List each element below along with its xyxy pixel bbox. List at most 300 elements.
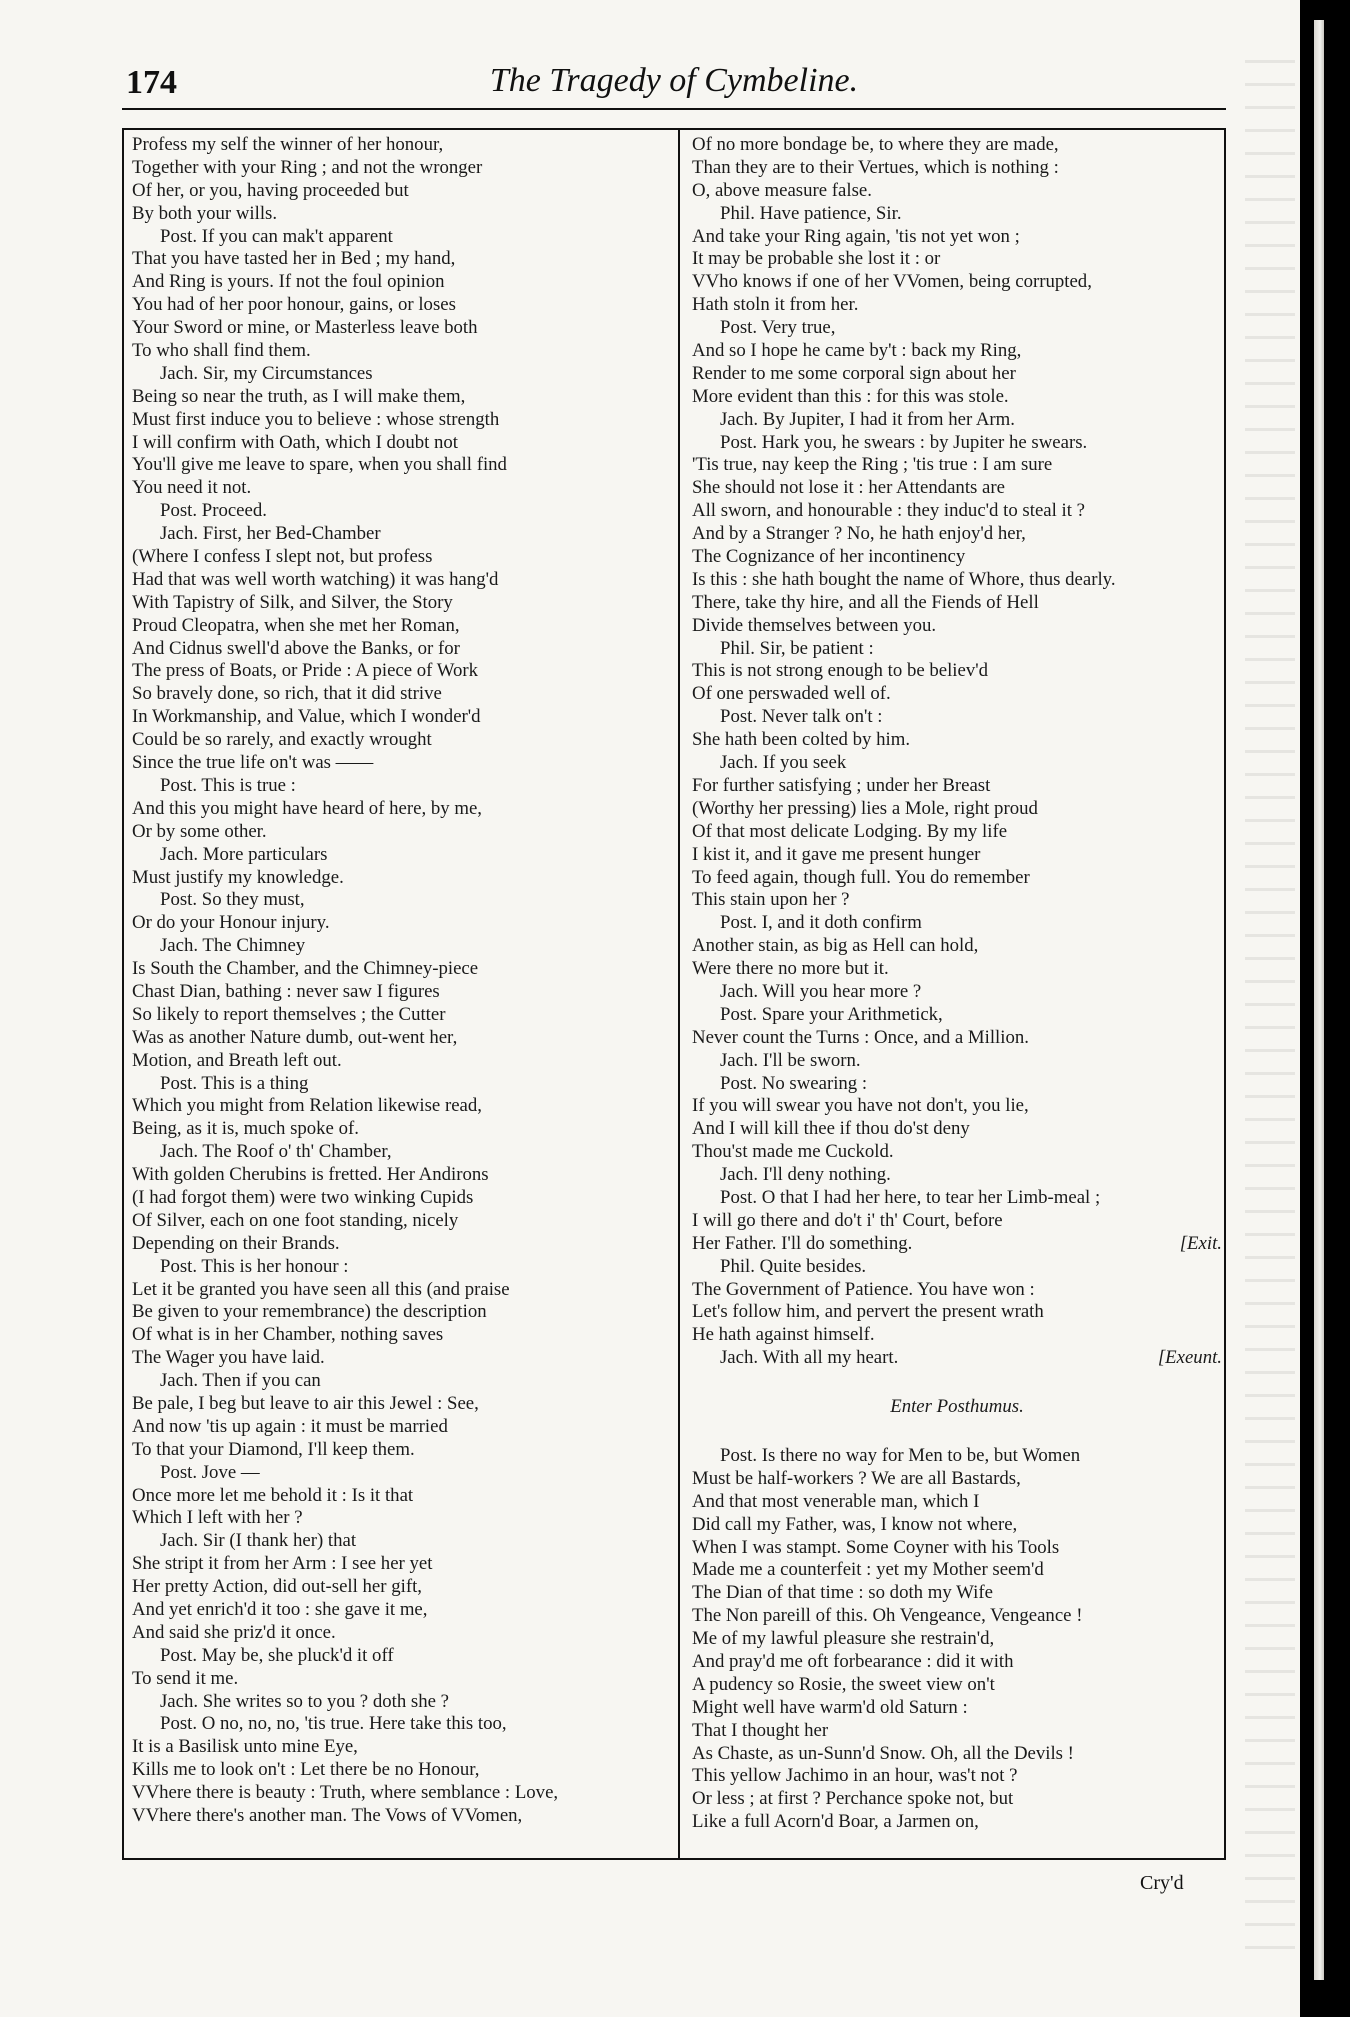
text-line — [132, 569, 672, 592]
text-line — [132, 363, 672, 386]
text-line — [692, 1301, 1222, 1324]
line-text: Jach. Sir (I thank her) that — [160, 1530, 357, 1552]
line-text: Made me a counterfeit : yet my Mother seem'd — [692, 1559, 1044, 1581]
text-line — [692, 134, 1222, 157]
page-header — [122, 58, 1226, 108]
line-text: Phil. Have patience, Sir. — [720, 202, 902, 224]
text-line — [692, 1628, 1222, 1651]
line-text: Let's follow him, and pervert the present wrath — [692, 1301, 1044, 1323]
line-text: I will go there and do't i' th' Court, before — [692, 1209, 1003, 1231]
text-line — [692, 592, 1222, 615]
text-line — [692, 706, 1222, 729]
text-line — [692, 1347, 1222, 1370]
line-text: The Wager you have laid. — [132, 1347, 325, 1369]
text-line — [692, 1788, 1222, 1811]
text-line — [132, 1599, 672, 1622]
line-text: (Where I confess I slept not, but profess — [132, 546, 433, 568]
text-line — [692, 1491, 1222, 1514]
text-line — [132, 454, 672, 477]
line-text: Post. Spare your Arithmetick, — [720, 1003, 943, 1025]
line-text: In Workmanship, and Value, which I wonder'd — [132, 706, 481, 728]
text-line — [132, 1324, 672, 1347]
line-text: When I was stampt. Some Coyner with his Tools — [692, 1536, 1060, 1558]
line-text: Like a full Acorn'd Boar, a Jarmen on, — [692, 1811, 979, 1833]
text-line — [132, 592, 672, 615]
line-text: Was as another Nature dumb, out-went her, — [132, 1026, 458, 1048]
text-line — [132, 1301, 672, 1324]
text-line — [692, 1514, 1222, 1537]
line-text: Profess my self the winner of her honour, — [132, 134, 444, 155]
line-text: Kills me to look on't : Let there be no Honour, — [132, 1759, 480, 1781]
left-column — [132, 134, 672, 1828]
text-line — [692, 1187, 1222, 1210]
text-line — [132, 1782, 672, 1805]
line-text: Than they are to their Vertues, which is nothing : — [692, 156, 1059, 178]
text-line — [692, 477, 1222, 500]
text-line — [132, 1073, 672, 1096]
line-text: She hath been colted by him. — [692, 729, 911, 751]
line-text: Had that was well worth watching) it was hang'd — [132, 568, 499, 590]
line-text: The press of Boats, or Pride : A piece of Work — [132, 660, 479, 682]
text-line — [692, 569, 1222, 592]
text-line — [692, 180, 1222, 203]
bleed-through — [1245, 60, 1295, 1960]
line-text: Jach. Then if you can — [160, 1370, 321, 1392]
text-line — [132, 1027, 672, 1050]
text-line — [132, 226, 672, 249]
text-line — [132, 958, 672, 981]
line-text: And said she priz'd it once. — [132, 1621, 336, 1643]
line-text: Being so near the truth, as I will make them, — [132, 385, 466, 407]
line-text: Another stain, as big as Hell can hold, — [692, 935, 979, 957]
line-text: Never count the Turns : Once, and a Million. — [692, 1026, 1029, 1048]
line-text: To feed again, though full. You do remember — [692, 866, 1030, 888]
text-line — [132, 1691, 672, 1714]
line-text: Jach. With all my heart. — [720, 1347, 899, 1369]
line-text: Could be so rarely, and exactly wrought — [132, 729, 432, 751]
text-line — [132, 1645, 672, 1668]
text-line — [692, 1141, 1222, 1164]
line-text: You need it not. — [132, 477, 252, 499]
text-line — [132, 1462, 672, 1485]
text-line — [132, 889, 672, 912]
text-line — [132, 1736, 672, 1759]
line-text: Me of my lawful pleasure she restrain'd, — [692, 1628, 995, 1650]
text-line — [692, 1537, 1222, 1560]
line-text: Post. Jove — — [160, 1461, 260, 1483]
line-text: This yellow Jachimo in an hour, was't not ? — [692, 1765, 1018, 1787]
text-line — [692, 203, 1222, 226]
stage-direction — [692, 1396, 1222, 1419]
text-line — [692, 363, 1222, 386]
text-line — [692, 1324, 1222, 1347]
line-text: Depending on their Brands. — [132, 1232, 340, 1254]
line-text: That you have tasted her in Bed ; my hand, — [132, 248, 456, 270]
text-line — [132, 1439, 672, 1462]
text-line — [692, 1651, 1222, 1674]
header-rule — [122, 108, 1226, 110]
text-line — [132, 1713, 672, 1736]
line-text: And pray'd me oft forbearance : did it with — [692, 1651, 1014, 1672]
text-line — [132, 1530, 672, 1553]
text-line — [132, 935, 672, 958]
text-line — [692, 1605, 1222, 1628]
text-line — [692, 1468, 1222, 1491]
text-line — [692, 523, 1222, 546]
line-text: It may be probable she lost it : or — [692, 248, 941, 270]
line-text: Post. This is her honour : — [160, 1255, 349, 1277]
line-text: Together with your Ring ; and not the wronger — [132, 156, 483, 178]
text-line — [692, 798, 1222, 821]
line-text: Jach. More particulars — [160, 843, 328, 865]
text-line — [132, 500, 672, 523]
line-text: For further satisfying ; under her Breast — [692, 774, 991, 796]
line-text: And this you might have heard of here, by me, — [132, 797, 482, 819]
text-line — [132, 1416, 672, 1439]
text-line — [132, 1370, 672, 1393]
text-line — [132, 340, 672, 363]
line-text: The Cognizance of her incontinency — [692, 546, 966, 568]
text-line — [132, 1279, 672, 1302]
text-line — [132, 867, 672, 890]
line-text: A pudency so Rosie, the sweet view on't — [692, 1673, 995, 1695]
text-line — [692, 958, 1222, 981]
text-line — [132, 180, 672, 203]
line-text: Is South the Chamber, and the Chimney-piece — [132, 958, 479, 980]
text-line — [692, 1697, 1222, 1720]
line-text: And yet enrich'd it too : she gave it me, — [132, 1599, 428, 1620]
text-line — [132, 798, 672, 821]
line-text: And I will kill thee if thou do'st deny — [692, 1118, 970, 1140]
line-text: There, take thy hire, and all the Fiends of Hell — [692, 591, 1039, 613]
text-line — [132, 981, 672, 1004]
line-text: This stain upon her ? — [692, 889, 850, 911]
line-text: She should not lose it : her Attendants are — [692, 477, 1005, 499]
line-text: Is this : she hath bought the name of Whore, thus dearly. — [692, 568, 1116, 590]
line-text: Of that most delicate Lodging. By my life — [692, 820, 1008, 842]
line-text: Her pretty Action, did out-sell her gift, — [132, 1576, 422, 1598]
line-text: Render to me some corporal sign about her — [692, 362, 1016, 384]
text-line — [692, 752, 1222, 775]
text-line — [692, 248, 1222, 271]
line-text: Must justify my knowledge. — [132, 866, 344, 888]
line-text: So bravely done, so rich, that it did strive — [132, 683, 442, 705]
line-text: Jach. By Jupiter, I had it from her Arm. — [720, 408, 1015, 430]
line-text: And that most venerable man, which I — [692, 1490, 980, 1512]
line-text: Post. This is true : — [160, 774, 296, 796]
line-text: (Worthy her pressing) lies a Mole, right proud — [692, 797, 1038, 819]
text-line — [692, 1027, 1222, 1050]
text-line — [132, 1759, 672, 1782]
text-line — [132, 1004, 672, 1027]
line-text: Let it be granted you have seen all this (and praise — [132, 1278, 510, 1300]
line-text: You had of her poor honour, gains, or loses — [132, 294, 456, 316]
line-text: That I thought her — [692, 1719, 829, 1741]
line-text: Chast Dian, bathing : never saw I figures — [132, 980, 440, 1002]
line-text: Did call my Father, was, I know not where, — [692, 1513, 1018, 1535]
exit-direction: [Exit. — [1179, 1232, 1222, 1254]
text-line — [132, 821, 672, 844]
line-text: And Cidnus swell'd above the Banks, or for — [132, 637, 460, 659]
line-text: Jach. The Chimney — [160, 935, 306, 957]
line-text: O, above measure false. — [692, 179, 872, 201]
text-line — [132, 248, 672, 271]
line-text: Or do your Honour injury. — [132, 912, 330, 934]
line-text: Which I left with her ? — [132, 1507, 303, 1529]
text-line — [692, 1559, 1222, 1582]
text-line — [692, 454, 1222, 477]
text-line — [132, 409, 672, 432]
text-line — [132, 615, 672, 638]
line-text: Be given to your remembrance) the description — [132, 1301, 487, 1323]
text-line — [692, 638, 1222, 661]
text-line — [692, 867, 1222, 890]
line-text: To that your Diamond, I'll keep them. — [132, 1438, 415, 1460]
text-line — [132, 912, 672, 935]
line-text: Post. I, and it doth confirm — [720, 912, 922, 934]
exit-direction: [Exeunt. — [1157, 1347, 1222, 1369]
text-line — [132, 683, 672, 706]
text-line — [132, 386, 672, 409]
column-divider — [678, 128, 680, 1860]
page-number: 174 — [126, 64, 177, 101]
line-text: Post. May be, she pluck'd it off — [160, 1644, 394, 1666]
text-line — [132, 1485, 672, 1508]
text-line — [132, 1393, 672, 1416]
text-line — [132, 271, 672, 294]
line-text: Be pale, I beg but leave to air this Jewel : See, — [132, 1392, 479, 1414]
text-line — [692, 1811, 1222, 1834]
text-line — [132, 1233, 672, 1256]
line-text: The Non pareill of this. Oh Vengeance, Vengeance ! — [692, 1605, 1083, 1627]
line-text: Jach. Will you hear more ? — [720, 980, 922, 1002]
text-line — [692, 935, 1222, 958]
line-text: Must first induce you to believe : whose strength — [132, 408, 500, 430]
line-text: Jach. The Roof o' th' Chamber, — [160, 1141, 392, 1163]
line-text: Hath stoln it from her. — [692, 294, 859, 316]
text-line — [692, 981, 1222, 1004]
line-text: So likely to report themselves ; the Cutter — [132, 1003, 446, 1025]
text-line — [692, 1004, 1222, 1027]
text-line — [132, 157, 672, 180]
line-text: Jach. I'll be sworn. — [720, 1049, 861, 1071]
text-line — [692, 683, 1222, 706]
blank-line — [692, 1370, 1222, 1396]
line-text: The Government of Patience. You have won : — [692, 1278, 1035, 1300]
text-line — [132, 294, 672, 317]
line-text: As Chaste, as un-Sunn'd Snow. Oh, all the Devils ! — [692, 1742, 1074, 1764]
text-line — [132, 1553, 672, 1576]
text-line — [692, 226, 1222, 249]
line-text: The Dian of that time : so doth my Wife — [692, 1582, 993, 1604]
line-text: With Tapistry of Silk, and Silver, the Story — [132, 591, 453, 613]
line-text: By both your wills. — [132, 202, 278, 224]
line-text: Must be half-workers ? We are all Bastards, — [692, 1467, 1021, 1489]
text-line — [692, 844, 1222, 867]
text-line — [132, 523, 672, 546]
text-line — [692, 775, 1222, 798]
line-text: Post. O that I had her here, to tear her Limb-meal ; — [720, 1186, 1101, 1208]
text-line — [132, 1805, 672, 1828]
text-line — [692, 432, 1222, 455]
text-line — [692, 317, 1222, 340]
text-line — [132, 1576, 672, 1599]
line-text: Jach. First, her Bed-Chamber — [160, 523, 381, 545]
line-text: Thou'st made me Cuckold. — [692, 1141, 894, 1163]
text-line — [132, 1256, 672, 1279]
text-line — [692, 1674, 1222, 1697]
line-text: Post. Proceed. — [160, 500, 267, 522]
text-line — [132, 1187, 672, 1210]
line-text: Your Sword or mine, or Masterless leave both — [132, 317, 478, 339]
text-line — [692, 1256, 1222, 1279]
text-line — [692, 889, 1222, 912]
line-text: You'll give me leave to spare, when you shall find — [132, 454, 507, 476]
line-text: I will confirm with Oath, which I doubt not — [132, 431, 459, 453]
line-text: Once more let me behold it : Is it that — [132, 1484, 414, 1506]
line-text: Post. Hark you, he swears : by Jupiter he swears. — [720, 431, 1088, 453]
line-text: Jach. She writes so to you ? doth she ? — [160, 1690, 449, 1712]
line-text: Or less ; at first ? Perchance spoke not, but — [692, 1788, 1014, 1810]
text-line — [132, 729, 672, 752]
text-line — [132, 134, 672, 157]
text-line — [692, 294, 1222, 317]
text-line — [692, 1118, 1222, 1141]
line-text: This is not strong enough to be believ'd — [692, 660, 989, 682]
text-line — [692, 409, 1222, 432]
line-text: Phil. Quite besides. — [720, 1255, 867, 1277]
text-line — [692, 546, 1222, 569]
line-text: To send it me. — [132, 1667, 239, 1689]
line-text: Jach. I'll deny nothing. — [720, 1164, 891, 1186]
text-line — [692, 1233, 1222, 1256]
text-line — [132, 1141, 672, 1164]
line-text: Proud Cleopatra, when she met her Roman, — [132, 614, 460, 636]
text-line — [132, 317, 672, 340]
text-line — [132, 1507, 672, 1530]
text-line — [132, 1622, 672, 1645]
text-line — [132, 1095, 672, 1118]
line-text: Post. No swearing : — [720, 1072, 868, 1094]
text-line — [132, 1164, 672, 1187]
text-line — [132, 752, 672, 775]
text-line — [132, 706, 672, 729]
right-column — [692, 134, 1222, 1834]
line-text: 'Tis true, nay keep the Ring ; 'tis true : I am sure — [692, 454, 1053, 476]
line-text: Motion, and Breath left out. — [132, 1049, 342, 1071]
line-text: Jach. Sir, my Circumstances — [160, 362, 373, 384]
line-text: And so I hope he came by't : back my Ring, — [692, 340, 1022, 362]
text-line — [692, 1050, 1222, 1073]
line-text: (I had forgot them) were two winking Cupids — [132, 1186, 474, 1208]
line-text: VVho knows if one of her VVomen, being corrupted, — [692, 271, 1092, 293]
text-line — [132, 546, 672, 569]
text-line — [132, 1210, 672, 1233]
line-text: More evident than this : for this was stole. — [692, 385, 1009, 407]
text-line — [692, 615, 1222, 638]
text-line — [132, 844, 672, 867]
line-text: And take your Ring again, 'tis not yet won ; — [692, 225, 1020, 247]
text-line — [692, 1765, 1222, 1788]
text-line — [692, 500, 1222, 523]
line-text: Which you might from Relation likewise read, — [132, 1095, 482, 1117]
text-line — [692, 821, 1222, 844]
blank-line — [692, 1419, 1222, 1445]
text-line — [132, 203, 672, 226]
text-line — [132, 477, 672, 500]
line-text: Of no more bondage be, to where they are made, — [692, 134, 1059, 155]
text-line — [132, 775, 672, 798]
line-text: Post. This is a thing — [160, 1072, 309, 1094]
line-text: Post. If you can mak't apparent — [160, 225, 393, 247]
catchword: Cry'd — [1140, 1872, 1184, 1894]
text-line — [692, 660, 1222, 683]
text-line — [692, 1720, 1222, 1743]
text-line — [132, 1118, 672, 1141]
line-text: Or by some other. — [132, 820, 267, 842]
line-text: Enter Posthumus. — [890, 1396, 1024, 1418]
text-line — [692, 1073, 1222, 1096]
line-text: He hath against himself. — [692, 1324, 875, 1346]
line-text: Phil. Sir, be patient : — [720, 637, 874, 659]
line-text: Divide themselves between you. — [692, 614, 937, 636]
text-line — [132, 638, 672, 661]
line-text: Post. So they must, — [160, 889, 305, 911]
line-text: Of what is in her Chamber, nothing saves — [132, 1324, 444, 1346]
text-line — [692, 1164, 1222, 1187]
text-line — [692, 1582, 1222, 1605]
line-text: Her Father. I'll do something. — [692, 1232, 913, 1254]
line-text: Being, as it is, much spoke of. — [132, 1118, 359, 1140]
line-text: All sworn, and honourable : they induc'd to steal it ? — [692, 500, 1086, 522]
text-line — [692, 386, 1222, 409]
text-line — [132, 1347, 672, 1370]
line-text: Post. Is there no way for Men to be, but Women — [720, 1444, 1081, 1466]
line-text: It is a Basilisk unto mine Eye, — [132, 1736, 358, 1758]
text-line — [692, 157, 1222, 180]
line-text: Post. O no, no, no, 'tis true. Here take this too, — [160, 1713, 507, 1735]
line-text: I kist it, and it gave me present hunger — [692, 843, 981, 865]
text-line — [692, 1743, 1222, 1766]
line-text: With golden Cherubins is fretted. Her Andirons — [132, 1164, 489, 1186]
scan-background — [1300, 0, 1350, 2017]
next-page-edge — [1314, 20, 1324, 1980]
text-line — [692, 271, 1222, 294]
text-line — [132, 660, 672, 683]
line-text: Were there no more but it. — [692, 958, 889, 980]
text-line — [132, 432, 672, 455]
running-title: The Tragedy of Cymbeline. — [489, 62, 859, 99]
line-text: Since the true life on't was —— — [132, 752, 374, 774]
line-text: Of one perswaded well of. — [692, 683, 891, 705]
text-line — [692, 729, 1222, 752]
text-line — [692, 340, 1222, 363]
line-text: Of Silver, each on one foot standing, nicely — [132, 1209, 459, 1231]
line-text: And Ring is yours. If not the foul opinion — [132, 271, 445, 293]
text-line — [132, 1050, 672, 1073]
line-text: VVhere there is beauty : Truth, where semblance : Love, — [132, 1782, 559, 1804]
line-text: If you will swear you have not don't, you lie, — [692, 1095, 1029, 1117]
line-text: VVhere there's another man. The Vows of VVomen, — [132, 1805, 523, 1827]
text-line — [692, 912, 1222, 935]
line-text: And by a Stranger ? No, he hath enjoy'd her, — [692, 523, 1026, 545]
line-text: Post. Never talk on't : — [720, 706, 883, 728]
line-text: Post. Very true, — [720, 317, 836, 339]
line-text: Might well have warm'd old Saturn : — [692, 1696, 968, 1718]
text-line — [692, 1279, 1222, 1302]
text-line — [692, 1445, 1222, 1468]
line-text: To who shall find them. — [132, 340, 311, 362]
